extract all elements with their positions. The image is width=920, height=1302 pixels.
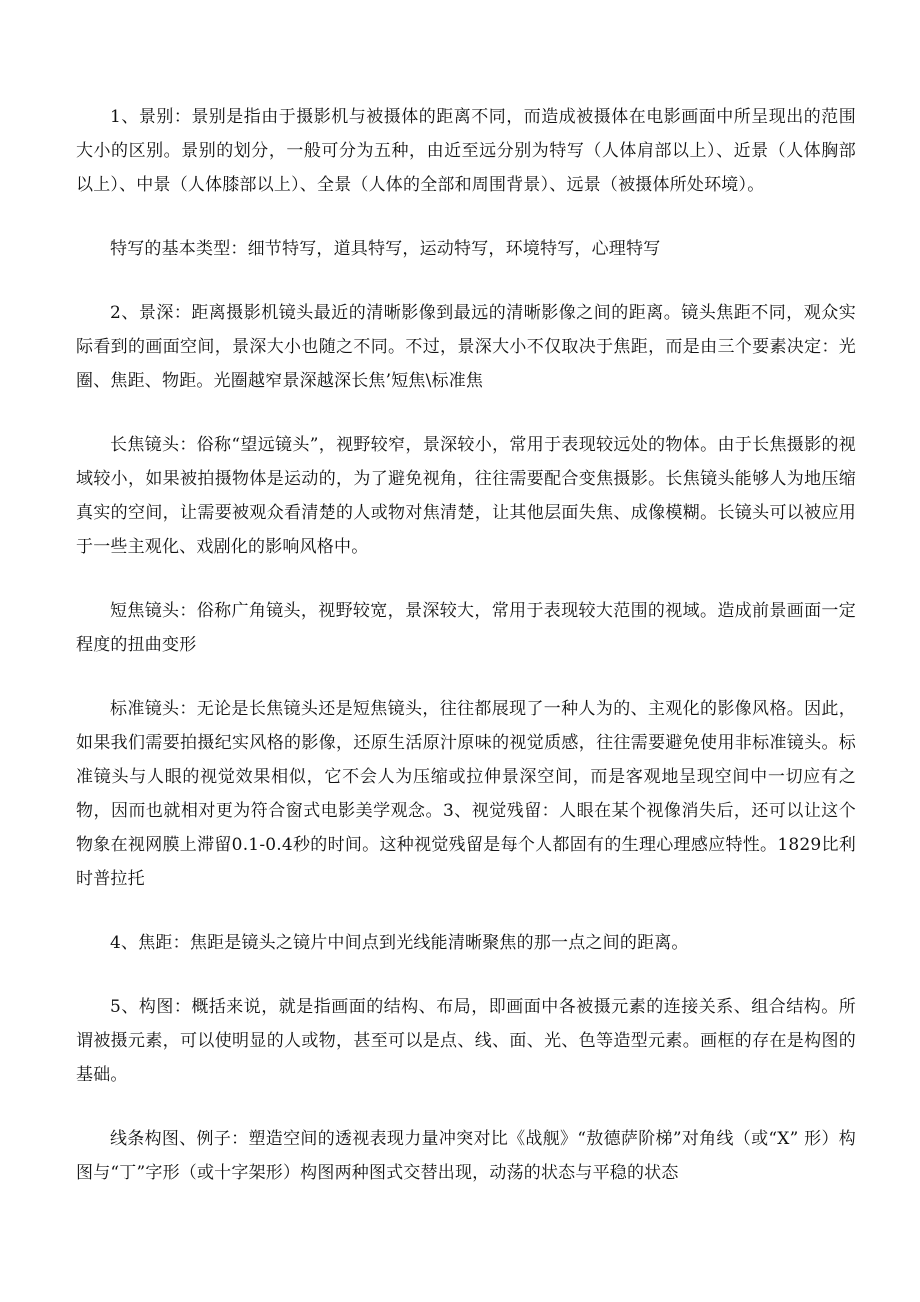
paragraph-shot-scale: 1、景别：景别是指由于摄影机与被摄体的距离不同，而造成被摄体在电影画面中所呈现出的范围大小的区别。景别的划分，一般可分为五种，由近至远分别为特写（人体肩部以上）、近景（人体胸部以上）、中景（人体膝部以上）、全景（人体的全部和周围背景）、远景（被摄体所处环境）。 <box>76 107 856 195</box>
paragraph-closeup-types: 特写的基本类型：细节特写，道具特写，运动特写，环境特写，心理特写 <box>110 239 661 259</box>
paragraph-standard-lens: 标准镜头：无论是长焦镜头还是短焦镜头，往往都展现了一种人为的、主观化的影像风格。因此，如果我们需要拍摄纪实风格的影像，还原生活原汁原味的视觉质感，往往需要避免使用非标准镜头。标准镜头与人眼的视觉效果相似，它不会人为压缩或拉伸景深空间，而是客观地呈现空间中一切应有之物，因而也就相对更为符合窗式电影美学观念。3、视觉残留：人眼在某个视像消失后，还可以让这个物象在视网膜上滞留0.1-0.4秒的时间。这种视觉残留是每个人都固有的生理心理感应特性。1829比利时普拉托 <box>76 699 856 889</box>
paragraph-telephoto-lens: 长焦镜头：俗称“望远镜头”，视野较窄，景深较小，常用于表现较远处的物体。由于长焦摄影的视域较小，如果被拍摄物体是运动的，为了避免视角，往往需要配合变焦摄影。长焦镜头能够人为地压缩真实的空间，让需要被观众看清楚的人或物对焦清楚，让其他层面失焦、成像模糊。长镜头可以被应用于一些主观化、戏剧化的影响风格中。 <box>76 435 856 557</box>
document-page <box>76 100 856 1220</box>
paragraph-wide-angle-lens: 短焦镜头：俗称广角镜头，视野较宽，景深较大，常用于表现较大范围的视域。造成前景画面一定程度的扭曲变形 <box>76 601 856 655</box>
paragraph-composition: 5、构图：概括来说，就是指画面的结构、布局，即画面中各被摄元素的连接关系、组合结构。所谓被摄元素，可以使明显的人或物，甚至可以是点、线、面、光、色等造型元素。画框的存在是构图的基础。 <box>76 997 856 1085</box>
paragraph-focal-length: 4、焦距：焦距是镜头之镜片中间点到光线能清晰聚焦的那一点之间的距离。 <box>110 933 689 953</box>
paragraph-depth-of-field: 2、景深：距离摄影机镜头最近的清晰影像到最远的清晰影像之间的距离。镜头焦距不同，观众实际看到的画面空间，景深大小也随之不同。不过，景深大小不仅取决于焦距，而是由三个要素决定：光圈、焦距、物距。光圈越窄景深越深长焦’短焦\标准焦 <box>76 303 856 391</box>
paragraph-line-composition: 线条构图、例子：塑造空间的透视表现力量冲突对比《战舰》“敖德萨阶梯”对角线（或“X” 形）构图与“丁”字形（或十字架形）构图两种图式交替出现，动荡的状态与平稳的状态 <box>76 1129 856 1183</box>
